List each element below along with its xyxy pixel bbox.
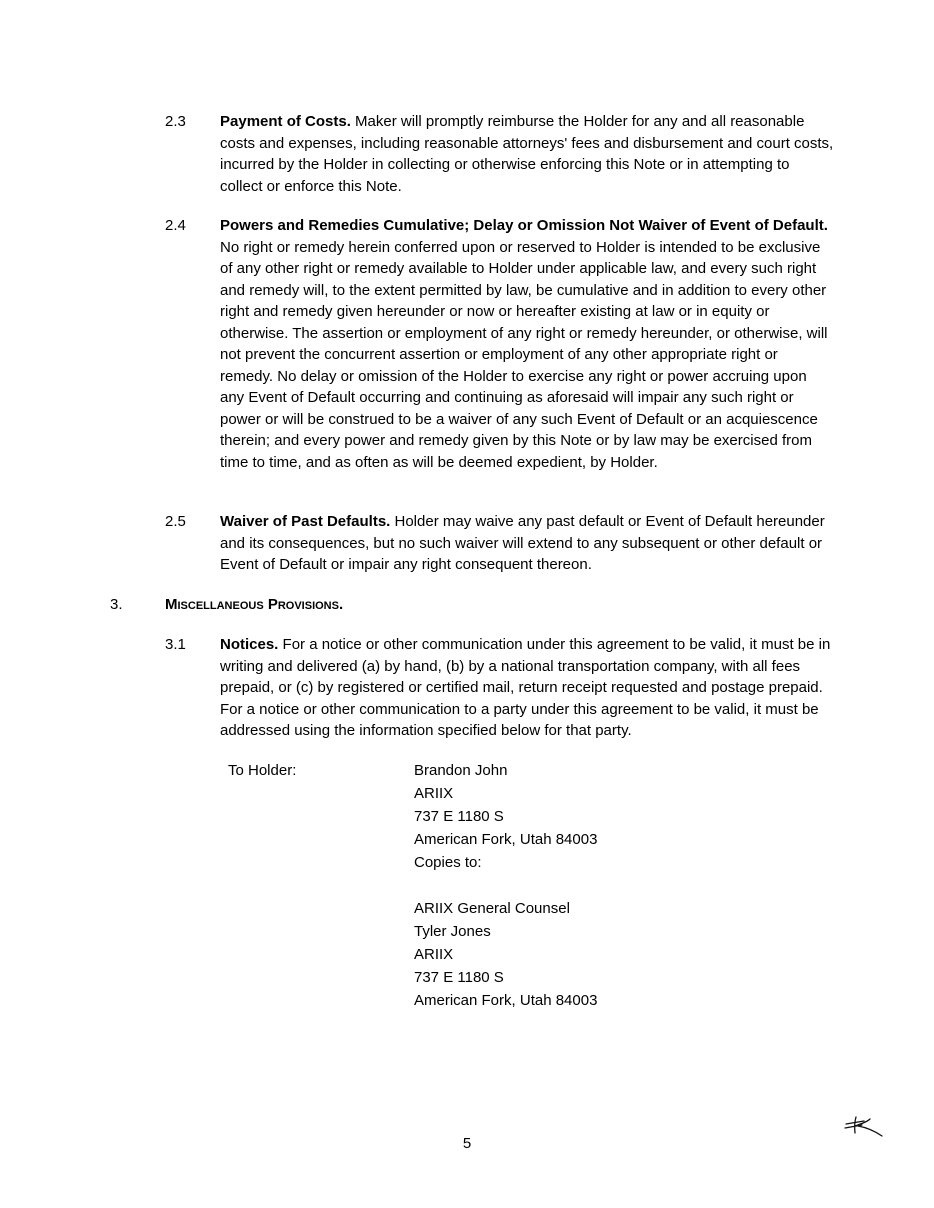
clause-heading: Notices. [220, 636, 279, 653]
clause-number: 2.3 [165, 113, 186, 130]
section-title: Miscellaneous Provisions. [165, 596, 344, 613]
copies-line: ARIIX General Counsel [414, 900, 570, 917]
address-line: American Fork, Utah 84003 [414, 831, 598, 848]
copies-line: American Fork, Utah 84003 [414, 992, 598, 1009]
copies-line: Tyler Jones [414, 923, 491, 940]
clause-body [220, 634, 835, 742]
clause-body [220, 111, 835, 197]
clause-text: No right or remedy herein conferred upon or reserved to Holder is intended to be exclusive of any other right or remedy available to Holder under applicable law, and every such right and remedy will, to the extent permitted by law, be cumulative and in addition to every other right and remedy given hereunder or now or hereafter existing at law or in equity or otherwise. The assertion or employment of any right or remedy hereunder, or otherwise, will not prevent the concurrent assertion or employment of any other appropriate right or remedy. No delay or omission of the Holder to exercise any right or power accruing upon any Event of Default occurring and continuing as aforesaid will impair any such right or power or will be construed to be a waiver of any such Event of Default or an acquiescence therein; and every power and remedy given by this Note or by law may be exercised from time to time, and as often as will be deemed expedient, by Holder. [220, 238, 828, 471]
address-label: To Holder: [228, 762, 297, 779]
copies-line: ARIIX [414, 946, 454, 963]
clause-number: 2.4 [165, 217, 186, 234]
clause-text: Holder may waive any past default or Event of Default hereunder and its consequences, but no such waiver will extend to any subsequent or other default or Event of Default or impair any right consequent thereon. [220, 513, 825, 573]
clause-2-3 [165, 111, 835, 197]
clause-heading: Waiver of Past Defaults. [220, 513, 391, 530]
clause-3-1 [165, 634, 835, 742]
clause-number: 3.1 [165, 636, 186, 653]
clause-text: Maker will promptly reimburse the Holder for any and all reasonable costs and expenses, including reasonable attorneys' fees and disbursement and court costs, incurred by the Holder in collecting or otherwise enforcing this Note or in attempting to collect or enforce this Note. [220, 113, 834, 195]
section-number: 3. [110, 596, 123, 613]
clause-number: 2.5 [165, 513, 186, 530]
clause-heading: Powers and Remedies Cumulative; Delay or Omission Not Waiver of Event of Default. [220, 217, 828, 234]
handwritten-initials [842, 1114, 886, 1140]
page-number: 5 [462, 1135, 472, 1152]
clause-2-5 [165, 511, 835, 576]
clause-2-4 [165, 215, 835, 473]
clause-body [220, 215, 835, 473]
clause-text: For a notice or other communication under this agreement to be valid, it must be in writing and delivered (a) by hand, (b) by a national transportation company, with all fees prepaid, or (c) by registered or certified mail, return receipt requested and postage prepaid. For a notice or other communication to a party under this agreement to be valid, it must be addressed using the information specified below for that party. [220, 636, 831, 739]
address-spacer [414, 874, 714, 897]
address-line: ARIIX [414, 785, 454, 802]
address-lines [414, 759, 714, 1012]
clause-heading: Payment of Costs. [220, 113, 351, 130]
address-line: 737 E 1180 S [414, 808, 504, 825]
copies-line: 737 E 1180 S [414, 969, 504, 986]
address-line: Copies to: [414, 854, 482, 871]
clause-body [220, 511, 835, 576]
address-line: Brandon John [414, 762, 508, 779]
